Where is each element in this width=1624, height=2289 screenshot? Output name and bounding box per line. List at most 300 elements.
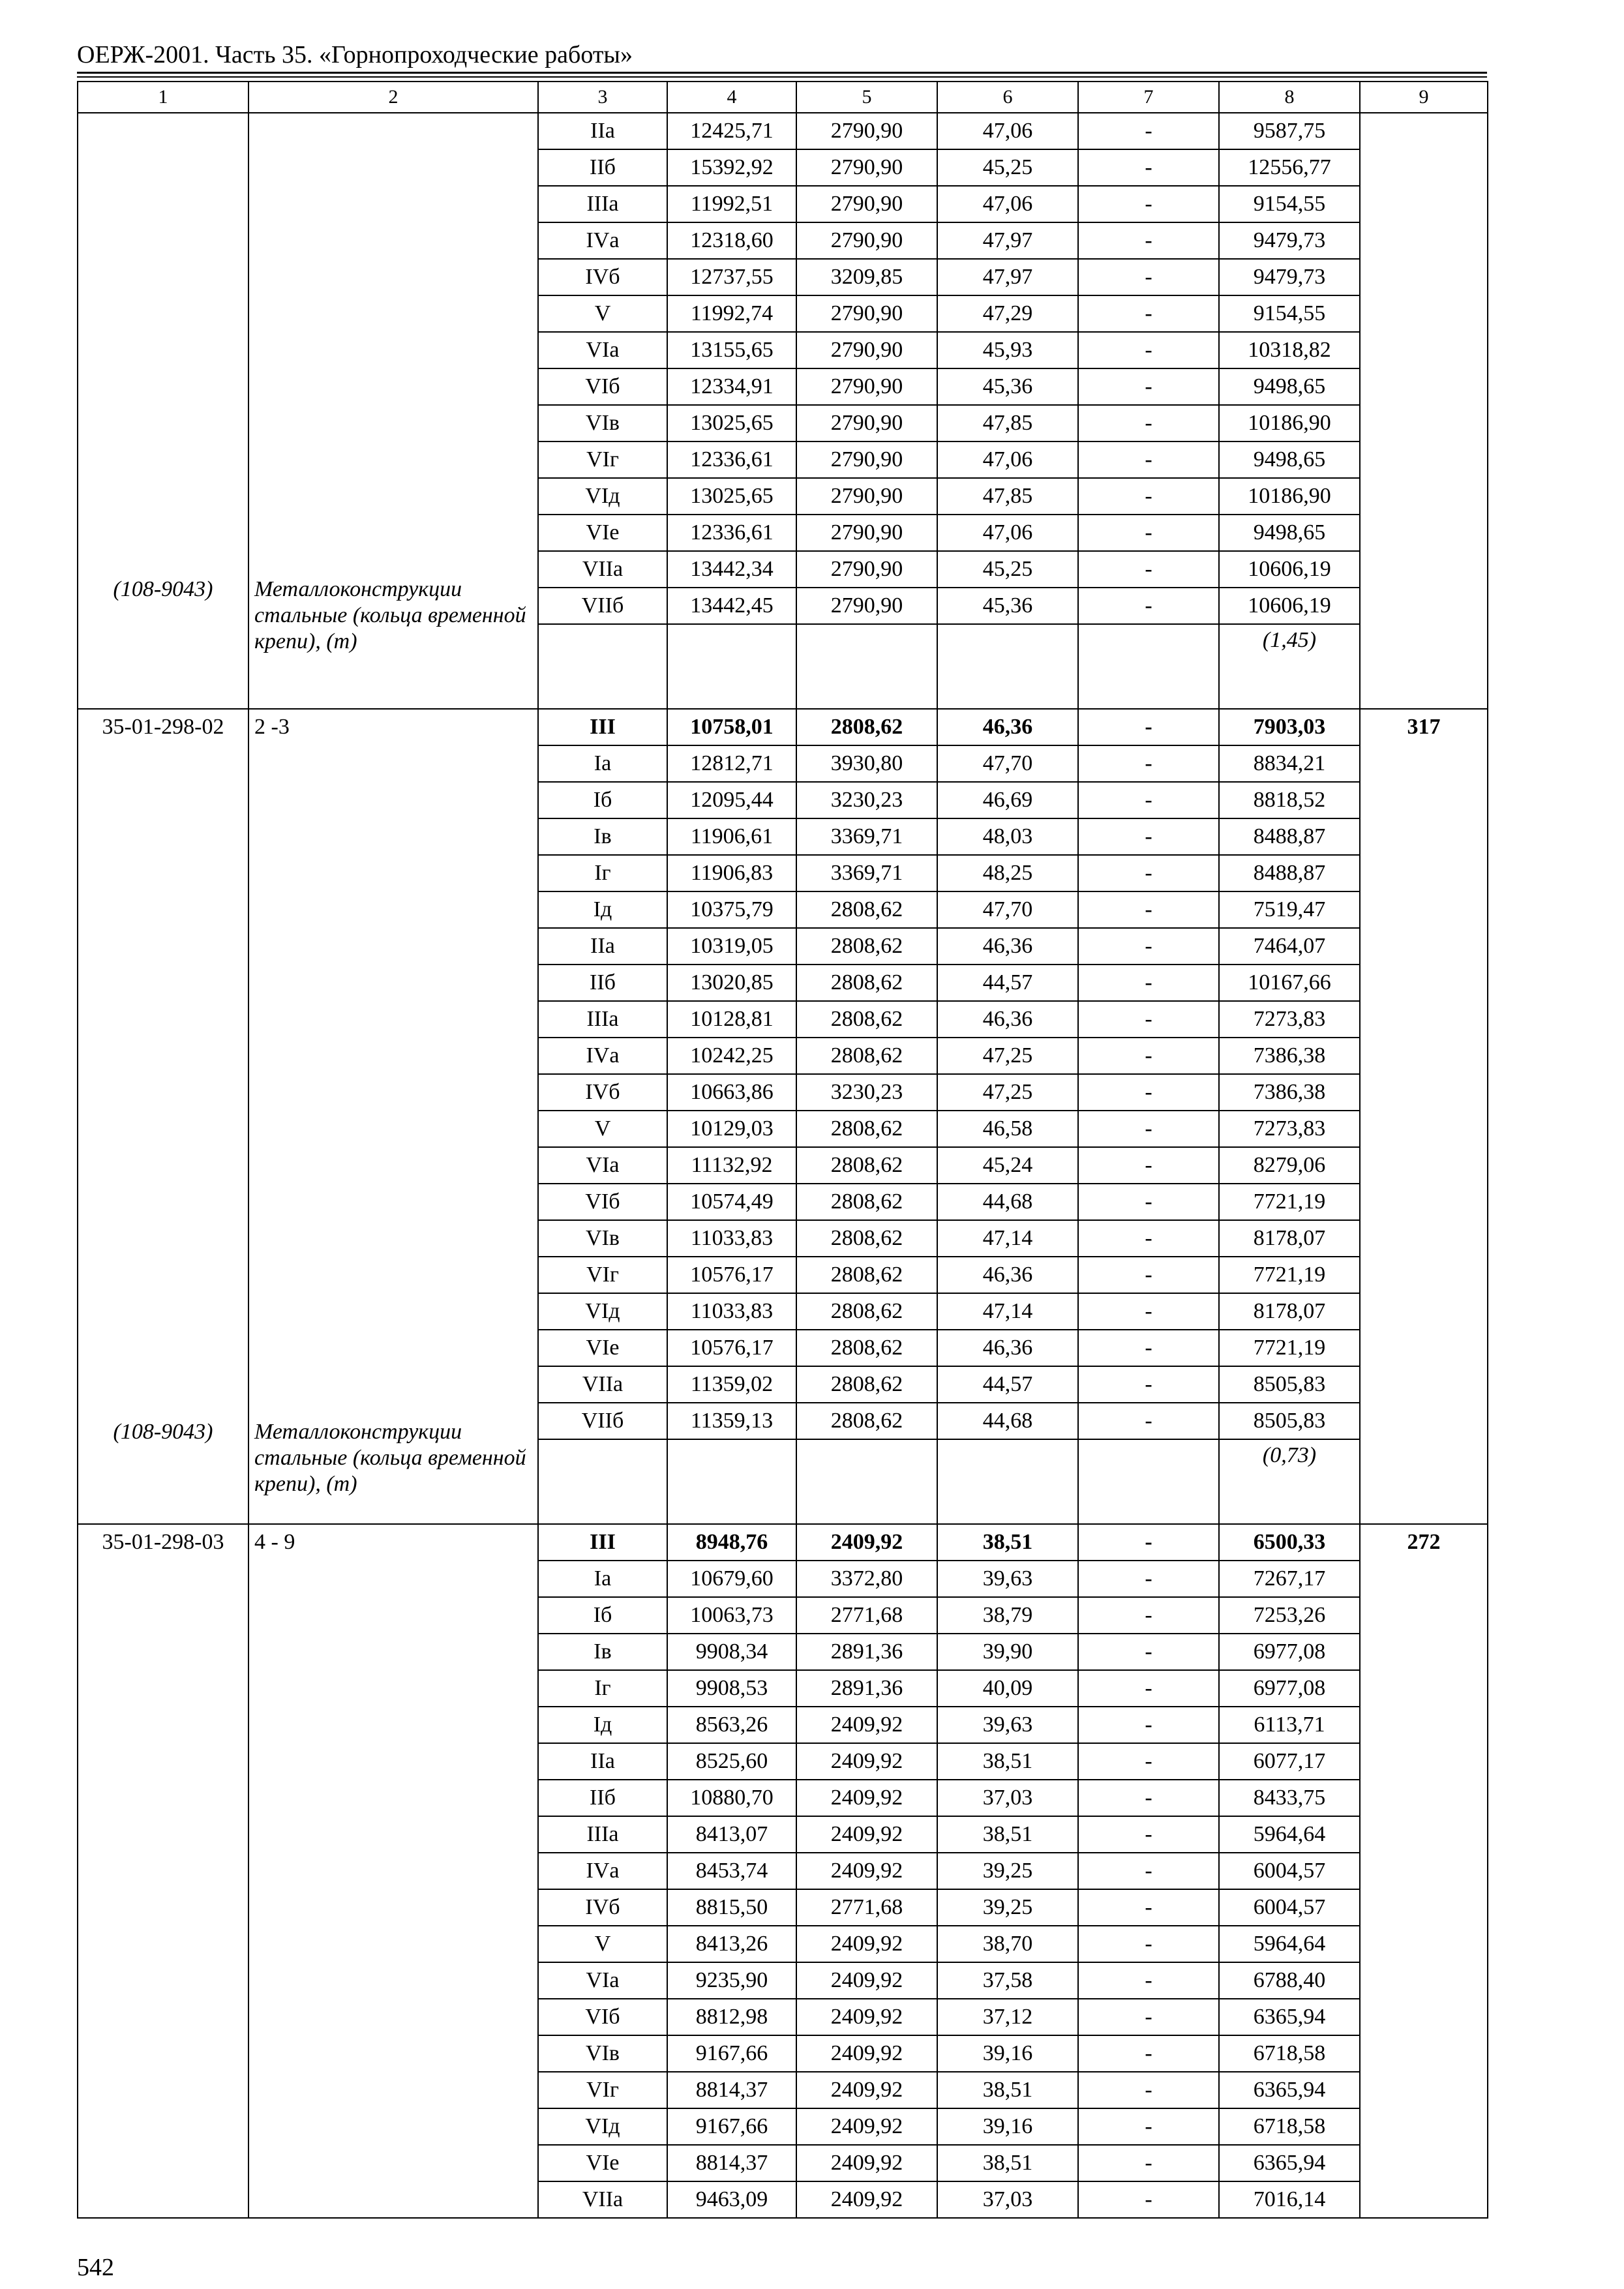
value-cell: 8413,07	[667, 1816, 796, 1853]
value-cell: 47,06	[937, 441, 1078, 478]
rock-category: IIб	[538, 965, 667, 1001]
value-cell: -	[1078, 782, 1219, 818]
value-cell: 9498,65	[1219, 368, 1360, 405]
value-cell: 47,70	[937, 891, 1078, 928]
value-cell: 48,03	[937, 818, 1078, 855]
rock-category: VIIа	[538, 551, 667, 588]
value-cell: -	[1078, 1597, 1219, 1634]
empty-cell	[937, 624, 1078, 709]
column-number: 1	[78, 82, 248, 113]
value-cell: 6077,17	[1219, 1743, 1360, 1780]
value-cell: 6365,94	[1219, 1999, 1360, 2035]
value-cell: 2808,62	[796, 1403, 937, 1439]
rock-category: IVб	[538, 1889, 667, 1926]
value-cell: 2771,68	[796, 1597, 937, 1634]
value-cell: 8433,75	[1219, 1780, 1360, 1816]
value-cell: 37,03	[937, 1780, 1078, 1816]
value-cell: -	[1078, 1184, 1219, 1220]
value-cell: 10880,70	[667, 1780, 796, 1816]
value-cell: 7519,47	[1219, 891, 1360, 928]
value-cell: 2808,62	[796, 1293, 937, 1330]
value-cell: 2808,62	[796, 1147, 937, 1184]
rock-category: VIв	[538, 1220, 667, 1257]
empty-cell	[538, 1439, 667, 1524]
value-cell: 2790,90	[796, 588, 937, 624]
value-cell: 2790,90	[796, 295, 937, 332]
norm-code	[78, 1524, 248, 2218]
value-cell: 39,16	[937, 2035, 1078, 2072]
rock-category: IIIа	[538, 1001, 667, 1038]
rock-category: IVа	[538, 1853, 667, 1889]
value-cell: 2409,92	[796, 2108, 937, 2145]
column-number: 4	[667, 82, 796, 113]
value-cell: 48,25	[937, 855, 1078, 891]
value-cell: -	[1078, 891, 1219, 928]
value-cell: 2790,90	[796, 405, 937, 441]
value-cell: 39,25	[937, 1889, 1078, 1926]
value-cell: 6004,57	[1219, 1889, 1360, 1926]
value-cell: 10576,17	[667, 1257, 796, 1293]
value-cell: 10663,86	[667, 1074, 796, 1111]
value-cell: 47,85	[937, 478, 1078, 515]
value-cell: 2409,92	[796, 1524, 937, 1561]
value-cell: 10574,49	[667, 1184, 796, 1220]
value-cell: -	[1078, 1220, 1219, 1257]
value-cell: 11906,83	[667, 855, 796, 891]
header-rule-thin	[77, 76, 1487, 78]
value-cell: 10576,17	[667, 1330, 796, 1366]
value-cell: 7273,83	[1219, 1111, 1360, 1147]
column-number: 3	[538, 82, 667, 113]
rock-category: VIа	[538, 1962, 667, 1999]
rock-category: IIа	[538, 113, 667, 149]
value-cell: 11992,51	[667, 186, 796, 222]
value-cell: 9479,73	[1219, 222, 1360, 259]
value-cell: 2808,62	[796, 965, 937, 1001]
value-cell: 5964,64	[1219, 1926, 1360, 1962]
rock-category: V	[538, 1926, 667, 1962]
rock-category: IIа	[538, 928, 667, 965]
value-cell: 10242,25	[667, 1038, 796, 1074]
column-number: 8	[1219, 82, 1360, 113]
rock-category: Iг	[538, 855, 667, 891]
value-cell: 39,63	[937, 1561, 1078, 1597]
rock-category: Iа	[538, 745, 667, 782]
value-cell: -	[1078, 478, 1219, 515]
value-cell: 46,36	[937, 709, 1078, 745]
value-cell: -	[1078, 1634, 1219, 1670]
value-cell: 9587,75	[1219, 113, 1360, 149]
value-cell: -	[1078, 818, 1219, 855]
rock-category: VIа	[538, 332, 667, 368]
value-cell: 45,36	[937, 368, 1078, 405]
norm-name-text: 2 -3	[254, 715, 290, 739]
value-cell: 6365,94	[1219, 2145, 1360, 2181]
value-cell: 7903,03	[1219, 709, 1360, 745]
value-cell: 38,51	[937, 1524, 1078, 1561]
resource-code: (108-9043)	[113, 577, 213, 601]
value-cell: 13020,85	[667, 965, 796, 1001]
value-cell: 6718,58	[1219, 2108, 1360, 2145]
value-cell: 37,58	[937, 1962, 1078, 1999]
value-cell: 9167,66	[667, 2035, 796, 2072]
value-cell: 8505,83	[1219, 1403, 1360, 1439]
value-cell: 6977,08	[1219, 1634, 1360, 1670]
value-cell: -	[1078, 1707, 1219, 1743]
rock-category: IVб	[538, 1074, 667, 1111]
rock-category: IIб	[538, 1780, 667, 1816]
rock-category: V	[538, 295, 667, 332]
empty-cell	[667, 1439, 796, 1524]
value-cell: 2790,90	[796, 149, 937, 186]
value-cell: 12318,60	[667, 222, 796, 259]
rock-category: IIIа	[538, 1816, 667, 1853]
value-cell: 2808,62	[796, 1220, 937, 1257]
value-cell: 8413,26	[667, 1926, 796, 1962]
value-cell: 3369,71	[796, 855, 937, 891]
value-cell: 44,57	[937, 1366, 1078, 1403]
value-cell: 46,58	[937, 1111, 1078, 1147]
value-cell: 3230,23	[796, 1074, 937, 1111]
value-cell: 11906,61	[667, 818, 796, 855]
norm-name	[248, 709, 538, 1524]
value-cell: 2790,90	[796, 186, 937, 222]
value-cell: 2409,92	[796, 1816, 937, 1853]
value-cell: 45,24	[937, 1147, 1078, 1184]
norm-name-text: 4 - 9	[254, 1530, 295, 1554]
value-cell: 2409,92	[796, 2035, 937, 2072]
value-cell: 6500,33	[1219, 1524, 1360, 1561]
value-cell: 10129,03	[667, 1111, 796, 1147]
column-number: 7	[1078, 82, 1219, 113]
value-cell: 9167,66	[667, 2108, 796, 2145]
rock-category: IIа	[538, 1743, 667, 1780]
page-title: ОЕРЖ-2001. Часть 35. «Горнопроходческие работы»	[77, 41, 633, 68]
value-cell: 9154,55	[1219, 186, 1360, 222]
norm-name	[248, 1524, 538, 2218]
value-cell: 2808,62	[796, 1001, 937, 1038]
resource-code: (108-9043)	[113, 1420, 213, 1444]
spacer	[83, 113, 243, 576]
empty-cell	[937, 1439, 1078, 1524]
rock-category: Iд	[538, 891, 667, 928]
value-cell: 8279,06	[1219, 1147, 1360, 1184]
value-cell: 12737,55	[667, 259, 796, 295]
value-cell: -	[1078, 1147, 1219, 1184]
norm-name	[248, 113, 538, 709]
value-cell: 2808,62	[796, 1257, 937, 1293]
value-cell: 12812,71	[667, 745, 796, 782]
rock-category: VIг	[538, 1257, 667, 1293]
rock-category: Iв	[538, 1634, 667, 1670]
value-cell: 46,69	[937, 782, 1078, 818]
rock-category: VIе	[538, 2145, 667, 2181]
value-cell: 6718,58	[1219, 2035, 1360, 2072]
value-cell: 10318,82	[1219, 332, 1360, 368]
value-cell: 2409,92	[796, 2181, 937, 2218]
value-cell: 2409,92	[796, 2145, 937, 2181]
value-cell: 6977,08	[1219, 1670, 1360, 1707]
rock-category: Iа	[538, 1561, 667, 1597]
value-cell: 47,85	[937, 405, 1078, 441]
rock-category: Iб	[538, 1597, 667, 1634]
value-cell: 7721,19	[1219, 1257, 1360, 1293]
value-cell: 7273,83	[1219, 1001, 1360, 1038]
norm-total	[1360, 113, 1488, 709]
value-cell: 8812,98	[667, 1999, 796, 2035]
value-cell: 2891,36	[796, 1634, 937, 1670]
value-cell: 10606,19	[1219, 588, 1360, 624]
value-cell: -	[1078, 928, 1219, 965]
value-cell: 2808,62	[796, 1330, 937, 1366]
value-cell: 12336,61	[667, 515, 796, 551]
value-cell: 2808,62	[796, 1038, 937, 1074]
column-number: 2	[248, 82, 538, 113]
rock-category: Iв	[538, 818, 667, 855]
rock-category: Iб	[538, 782, 667, 818]
value-cell: -	[1078, 368, 1219, 405]
value-cell: 15392,92	[667, 149, 796, 186]
resource-quantity: (1,45)	[1219, 624, 1360, 709]
value-cell: -	[1078, 1816, 1219, 1853]
value-cell: 8815,50	[667, 1889, 796, 1926]
value-cell: 44,57	[937, 965, 1078, 1001]
value-cell: 47,06	[937, 113, 1078, 149]
value-cell: 46,36	[937, 1257, 1078, 1293]
value-cell: 10606,19	[1219, 551, 1360, 588]
value-cell: 13025,65	[667, 405, 796, 441]
value-cell: -	[1078, 1038, 1219, 1074]
spacer	[254, 113, 532, 576]
norms-table	[77, 81, 1488, 2219]
value-cell: -	[1078, 2145, 1219, 2181]
value-cell: 7721,19	[1219, 1330, 1360, 1366]
value-cell: -	[1078, 1524, 1219, 1561]
value-cell: 3930,80	[796, 745, 937, 782]
value-cell: 12334,91	[667, 368, 796, 405]
column-number-row	[78, 82, 1488, 113]
value-cell: 2790,90	[796, 332, 937, 368]
value-cell: 10186,90	[1219, 405, 1360, 441]
rock-category: VIIа	[538, 2181, 667, 2218]
value-cell: 11033,83	[667, 1220, 796, 1257]
empty-cell	[796, 1439, 937, 1524]
value-cell: 2891,36	[796, 1670, 937, 1707]
value-cell: 8525,60	[667, 1743, 796, 1780]
value-cell: 7464,07	[1219, 928, 1360, 965]
empty-cell	[1078, 624, 1219, 709]
value-cell: -	[1078, 1999, 1219, 2035]
value-cell: 45,25	[937, 551, 1078, 588]
value-cell: -	[1078, 551, 1219, 588]
value-cell: 38,70	[937, 1926, 1078, 1962]
value-cell: 2409,92	[796, 1962, 937, 1999]
rock-category: VIд	[538, 1293, 667, 1330]
rock-category: Iд	[538, 1707, 667, 1743]
rock-category: VIб	[538, 1999, 667, 2035]
rock-category: III	[538, 1524, 667, 1561]
value-cell: 8453,74	[667, 1853, 796, 1889]
value-cell: 39,63	[937, 1707, 1078, 1743]
value-cell: 9479,73	[1219, 259, 1360, 295]
value-cell: 47,97	[937, 222, 1078, 259]
resource-quantity: (0,73)	[1219, 1439, 1360, 1524]
value-cell: 45,93	[937, 332, 1078, 368]
value-cell: 2790,90	[796, 551, 937, 588]
value-cell: 8814,37	[667, 2145, 796, 2181]
value-cell: 10063,73	[667, 1597, 796, 1634]
empty-cell	[796, 624, 937, 709]
rock-category: III	[538, 709, 667, 745]
value-cell: 3230,23	[796, 782, 937, 818]
value-cell: 45,36	[937, 588, 1078, 624]
value-cell: -	[1078, 965, 1219, 1001]
value-cell: 10758,01	[667, 709, 796, 745]
rock-category: IVа	[538, 1038, 667, 1074]
value-cell: 10679,60	[667, 1561, 796, 1597]
value-cell: -	[1078, 1257, 1219, 1293]
norm-code	[78, 709, 248, 1524]
value-cell: 2790,90	[796, 368, 937, 405]
value-cell: 10167,66	[1219, 965, 1360, 1001]
value-cell: -	[1078, 1403, 1219, 1439]
rock-category: V	[538, 1111, 667, 1147]
value-cell: -	[1078, 2072, 1219, 2108]
value-cell: -	[1078, 2108, 1219, 2145]
value-cell: -	[1078, 1330, 1219, 1366]
value-cell: 8488,87	[1219, 818, 1360, 855]
value-cell: 2808,62	[796, 928, 937, 965]
value-cell: 47,06	[937, 515, 1078, 551]
value-cell: 7253,26	[1219, 1597, 1360, 1634]
value-cell: 9908,34	[667, 1634, 796, 1670]
value-cell: 13442,34	[667, 551, 796, 588]
value-cell: -	[1078, 295, 1219, 332]
value-cell: 2409,92	[796, 1853, 937, 1889]
value-cell: 39,16	[937, 2108, 1078, 2145]
value-cell: -	[1078, 1670, 1219, 1707]
header-rule	[77, 72, 1487, 74]
value-cell: -	[1078, 2035, 1219, 2072]
value-cell: 9235,90	[667, 1962, 796, 1999]
value-cell: 9463,09	[667, 2181, 796, 2218]
value-cell: 2409,92	[796, 1999, 937, 2035]
value-cell: 38,51	[937, 1816, 1078, 1853]
value-cell: -	[1078, 1111, 1219, 1147]
value-cell: -	[1078, 855, 1219, 891]
value-cell: 3369,71	[796, 818, 937, 855]
rock-category: VIд	[538, 478, 667, 515]
value-cell: 6365,94	[1219, 2072, 1360, 2108]
value-cell: -	[1078, 1366, 1219, 1403]
value-cell: 6113,71	[1219, 1707, 1360, 1743]
value-cell: 37,03	[937, 2181, 1078, 2218]
value-cell: 2790,90	[796, 478, 937, 515]
value-cell: -	[1078, 588, 1219, 624]
value-cell: 2409,92	[796, 2072, 937, 2108]
rock-category: VIб	[538, 1184, 667, 1220]
value-cell: -	[1078, 186, 1219, 222]
column-number: 5	[796, 82, 937, 113]
value-cell: 9498,65	[1219, 441, 1360, 478]
table-row	[78, 1524, 1488, 1561]
value-cell: -	[1078, 1561, 1219, 1597]
value-cell: 47,25	[937, 1038, 1078, 1074]
rock-category: IVа	[538, 222, 667, 259]
value-cell: 5964,64	[1219, 1816, 1360, 1853]
norm-code	[78, 113, 248, 709]
value-cell: 13025,65	[667, 478, 796, 515]
rock-category: VIе	[538, 1330, 667, 1366]
value-cell: 11033,83	[667, 1293, 796, 1330]
value-cell: 2771,68	[796, 1889, 937, 1926]
value-cell: 11359,02	[667, 1366, 796, 1403]
rock-category: IIIа	[538, 186, 667, 222]
rock-category: IIб	[538, 149, 667, 186]
value-cell: 2409,92	[796, 1707, 937, 1743]
rock-category: VIв	[538, 405, 667, 441]
value-cell: -	[1078, 222, 1219, 259]
value-cell: -	[1078, 1889, 1219, 1926]
page-number: 542	[77, 2254, 114, 2281]
value-cell: 8563,26	[667, 1707, 796, 1743]
value-cell: 47,06	[937, 186, 1078, 222]
value-cell: 11132,92	[667, 1147, 796, 1184]
value-cell: 44,68	[937, 1403, 1078, 1439]
value-cell: 38,79	[937, 1597, 1078, 1634]
value-cell: -	[1078, 332, 1219, 368]
value-cell: 9908,53	[667, 1670, 796, 1707]
value-cell: 46,36	[937, 928, 1078, 965]
value-cell: 12336,61	[667, 441, 796, 478]
value-cell: -	[1078, 1001, 1219, 1038]
value-cell: 10128,81	[667, 1001, 796, 1038]
value-cell: -	[1078, 1780, 1219, 1816]
value-cell: 10319,05	[667, 928, 796, 965]
value-cell: 7386,38	[1219, 1074, 1360, 1111]
rock-category: VIIб	[538, 588, 667, 624]
value-cell: 6788,40	[1219, 1962, 1360, 1999]
value-cell: 8818,52	[1219, 782, 1360, 818]
value-cell: 2409,92	[796, 1926, 937, 1962]
rock-category: VIа	[538, 1147, 667, 1184]
value-cell: 11359,13	[667, 1403, 796, 1439]
value-cell: -	[1078, 1074, 1219, 1111]
value-cell: 40,09	[937, 1670, 1078, 1707]
value-cell: -	[1078, 1962, 1219, 1999]
value-cell: -	[1078, 1743, 1219, 1780]
resource-name: Металлоконструкции стальные (кольца временной крепи), (т)	[254, 1420, 526, 1496]
table-row	[78, 709, 1488, 745]
value-cell: 2790,90	[796, 113, 937, 149]
value-cell: 3372,80	[796, 1561, 937, 1597]
value-cell: 47,97	[937, 259, 1078, 295]
value-cell: 8948,76	[667, 1524, 796, 1561]
value-cell: 2808,62	[796, 1111, 937, 1147]
empty-cell	[1078, 1439, 1219, 1524]
rock-category: VIIб	[538, 1403, 667, 1439]
value-cell: 6004,57	[1219, 1853, 1360, 1889]
value-cell: 37,12	[937, 1999, 1078, 2035]
value-cell: 8178,07	[1219, 1220, 1360, 1257]
value-cell: 8505,83	[1219, 1366, 1360, 1403]
value-cell: -	[1078, 2181, 1219, 2218]
value-cell: 39,90	[937, 1634, 1078, 1670]
value-cell: 2808,62	[796, 709, 937, 745]
rock-category: VIб	[538, 368, 667, 405]
value-cell: 46,36	[937, 1330, 1078, 1366]
value-cell: 7386,38	[1219, 1038, 1360, 1074]
